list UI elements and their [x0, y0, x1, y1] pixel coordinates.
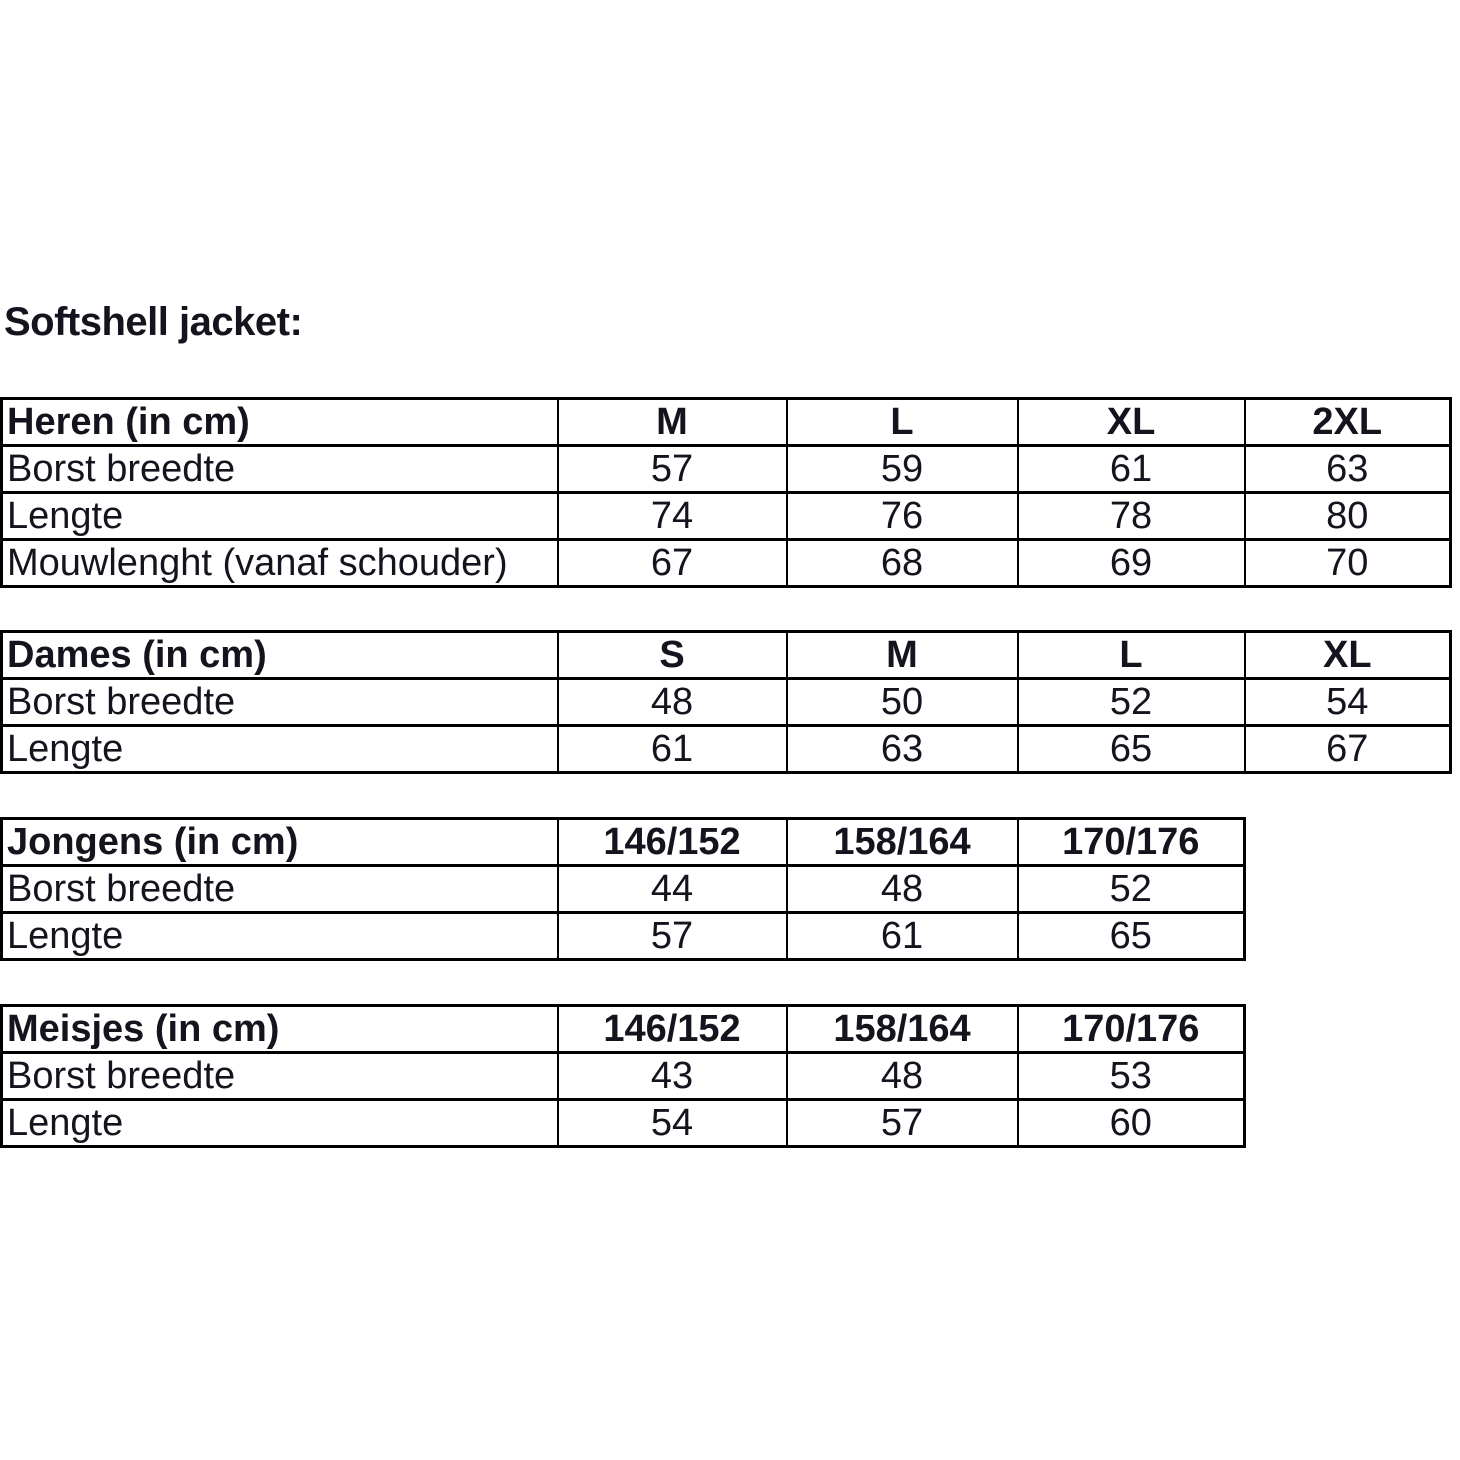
size-col-header: 170/176 — [1018, 1006, 1245, 1053]
size-value-cell: 53 — [1018, 1053, 1245, 1100]
size-col-header: XL — [1245, 632, 1451, 679]
size-value-cell: 65 — [1018, 913, 1245, 960]
size-value-cell: 48 — [558, 679, 787, 726]
size-value-cell: 57 — [787, 1100, 1018, 1147]
size-value-cell: 59 — [787, 446, 1018, 493]
size-value-cell: 50 — [787, 679, 1018, 726]
table-row — [2, 1100, 1245, 1147]
row-label-cell: Lengte — [2, 726, 558, 773]
meisjes-size-table — [0, 1004, 1246, 1148]
jongens-size-table — [0, 817, 1246, 961]
size-col-header: M — [787, 632, 1018, 679]
table-title-cell: Dames (in cm) — [2, 632, 558, 679]
page-title: Softshell jacket: — [4, 300, 303, 344]
size-col-header: 146/152 — [558, 1006, 787, 1053]
size-value-cell: 76 — [787, 493, 1018, 540]
table-header-row — [2, 1006, 1245, 1053]
size-value-cell: 57 — [558, 913, 787, 960]
size-value-cell: 61 — [787, 913, 1018, 960]
table-row — [2, 540, 1451, 587]
table-row — [2, 866, 1245, 913]
size-value-cell: 48 — [787, 866, 1018, 913]
heren-size-table — [0, 397, 1452, 588]
row-label-cell: Borst breedte — [2, 446, 558, 493]
table-title-cell: Heren (in cm) — [2, 399, 558, 446]
size-value-cell: 63 — [787, 726, 1018, 773]
table-row — [2, 913, 1245, 960]
size-col-header: 158/164 — [787, 1006, 1018, 1053]
table-header-row — [2, 632, 1451, 679]
size-value-cell: 52 — [1018, 866, 1245, 913]
size-value-cell: 63 — [1245, 446, 1451, 493]
size-value-cell: 67 — [1245, 726, 1451, 773]
size-col-header: L — [1018, 632, 1245, 679]
size-value-cell: 74 — [558, 493, 787, 540]
row-label-cell: Mouwlenght (vanaf schouder) — [2, 540, 558, 587]
size-col-header: XL — [1018, 399, 1245, 446]
row-label-cell: Lengte — [2, 493, 558, 540]
table-row — [2, 1053, 1245, 1100]
size-value-cell: 54 — [558, 1100, 787, 1147]
size-value-cell: 48 — [787, 1053, 1018, 1100]
row-label-cell: Borst breedte — [2, 1053, 558, 1100]
row-label-cell: Lengte — [2, 1100, 558, 1147]
size-col-header: L — [787, 399, 1018, 446]
size-value-cell: 69 — [1018, 540, 1245, 587]
table-title-cell: Jongens (in cm) — [2, 819, 558, 866]
size-value-cell: 68 — [787, 540, 1018, 587]
size-value-cell: 67 — [558, 540, 787, 587]
size-value-cell: 70 — [1245, 540, 1451, 587]
size-value-cell: 78 — [1018, 493, 1245, 540]
size-col-header: 158/164 — [787, 819, 1018, 866]
table-row — [2, 679, 1451, 726]
row-label-cell: Lengte — [2, 913, 558, 960]
row-label-cell: Borst breedte — [2, 866, 558, 913]
size-value-cell: 52 — [1018, 679, 1245, 726]
size-value-cell: 54 — [1245, 679, 1451, 726]
size-col-header: 170/176 — [1018, 819, 1245, 866]
table-header-row — [2, 399, 1451, 446]
size-value-cell: 65 — [1018, 726, 1245, 773]
table-header-row — [2, 819, 1245, 866]
size-col-header: 146/152 — [558, 819, 787, 866]
size-value-cell: 43 — [558, 1053, 787, 1100]
size-value-cell: 60 — [1018, 1100, 1245, 1147]
size-value-cell: 80 — [1245, 493, 1451, 540]
table-row — [2, 446, 1451, 493]
size-value-cell: 57 — [558, 446, 787, 493]
size-value-cell: 61 — [1018, 446, 1245, 493]
size-value-cell: 44 — [558, 866, 787, 913]
table-row — [2, 493, 1451, 540]
size-value-cell: 61 — [558, 726, 787, 773]
row-label-cell: Borst breedte — [2, 679, 558, 726]
size-col-header: 2XL — [1245, 399, 1451, 446]
size-col-header: M — [558, 399, 787, 446]
size-col-header: S — [558, 632, 787, 679]
table-title-cell: Meisjes (in cm) — [2, 1006, 558, 1053]
dames-size-table — [0, 630, 1452, 774]
table-row — [2, 726, 1451, 773]
